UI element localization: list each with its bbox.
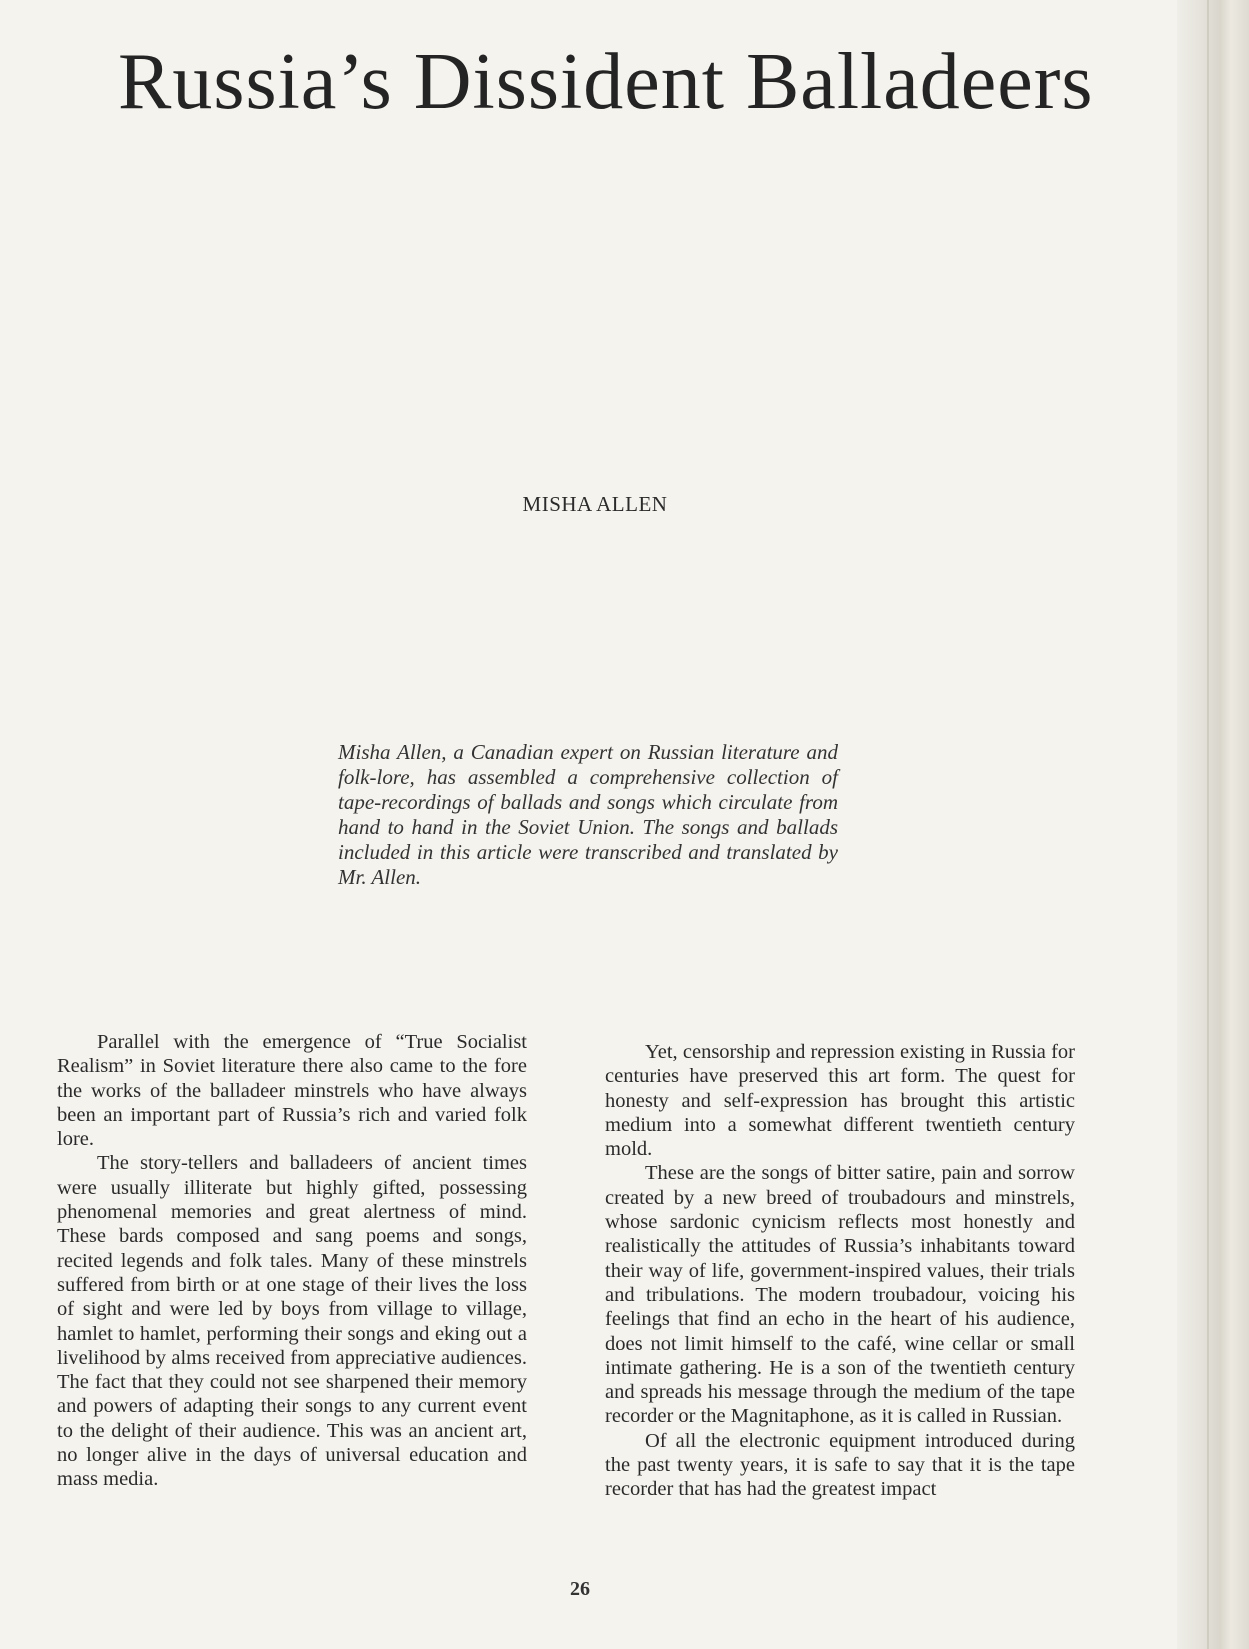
paragraph: The story-tellers and balladeers of ancient times were usually illiterate but highly gifted, possessing phenomenal memories and great alertness of mind. These bards composed and sang poems and songs, recited legends and folk tales. Many of these minstrels suffered from birth or at one stage of their lives the loss of sight and were led by boys from village to village, hamlet to hamlet, performing their songs and eking out a livelihood by alms received from appreciative audiences. The fact that they could not see sharpened their memory and powers of adapting their songs to any current event to the delight of their audience. This was an ancient art, no longer alive in the days of universal education and mass media. [57, 1152, 527, 1491]
page-binding-edge [1177, 0, 1249, 1649]
article-title: Russia’s Dissident Balladeers [118, 38, 1094, 126]
page-edge-line [1207, 0, 1209, 1649]
page-number: 26 [570, 1578, 590, 1600]
paragraph: Yet, censorship and repression existing in Russia for centuries have preserved this art form. The quest for honesty and self-expression has brought this artistic medium into a somewhat different twentieth century mold. [605, 1041, 1075, 1161]
left-column [57, 1030, 527, 1492]
right-column [605, 1040, 1075, 1502]
article-intro: Misha Allen, a Canadian expert on Russian literature and folk-lore, has assembled a comprehensive collection of tape-recordings of ballads and songs which circulate from hand to hand in the Soviet Union. The songs and ballads included in this article were transcribed and translated by Mr. Allen. [338, 740, 838, 889]
paragraph: Parallel with the emergence of “True Socialist Realism” in Soviet literature there also came to the fore the works of the balladeer minstrels who have always been an important part of Russia’s rich and varied folk lore. [57, 1031, 527, 1151]
paragraph: These are the songs of bitter satire, pain and sorrow created by a new breed of troubadours and minstrels, whose sardonic cynicism reflects most honestly and realistically the attitudes of Russia’s inhabitants toward their way of life, government-inspired values, their trials and tribulations. The modern troubadour, voicing his feelings that find an echo in the heart of his audience, does not limit himself to the café, wine cellar or small intimate gathering. He is a son of the twentieth century and spreads his message through the medium of the tape recorder or the Magnitaphone, as it is called in Russian. [605, 1162, 1075, 1428]
paragraph: Of all the electronic equipment introduced during the past twenty years, it is safe to say that it is the tape recorder that has had the greatest impact [605, 1429, 1075, 1501]
article-author: MISHA ALLEN [522, 492, 668, 516]
